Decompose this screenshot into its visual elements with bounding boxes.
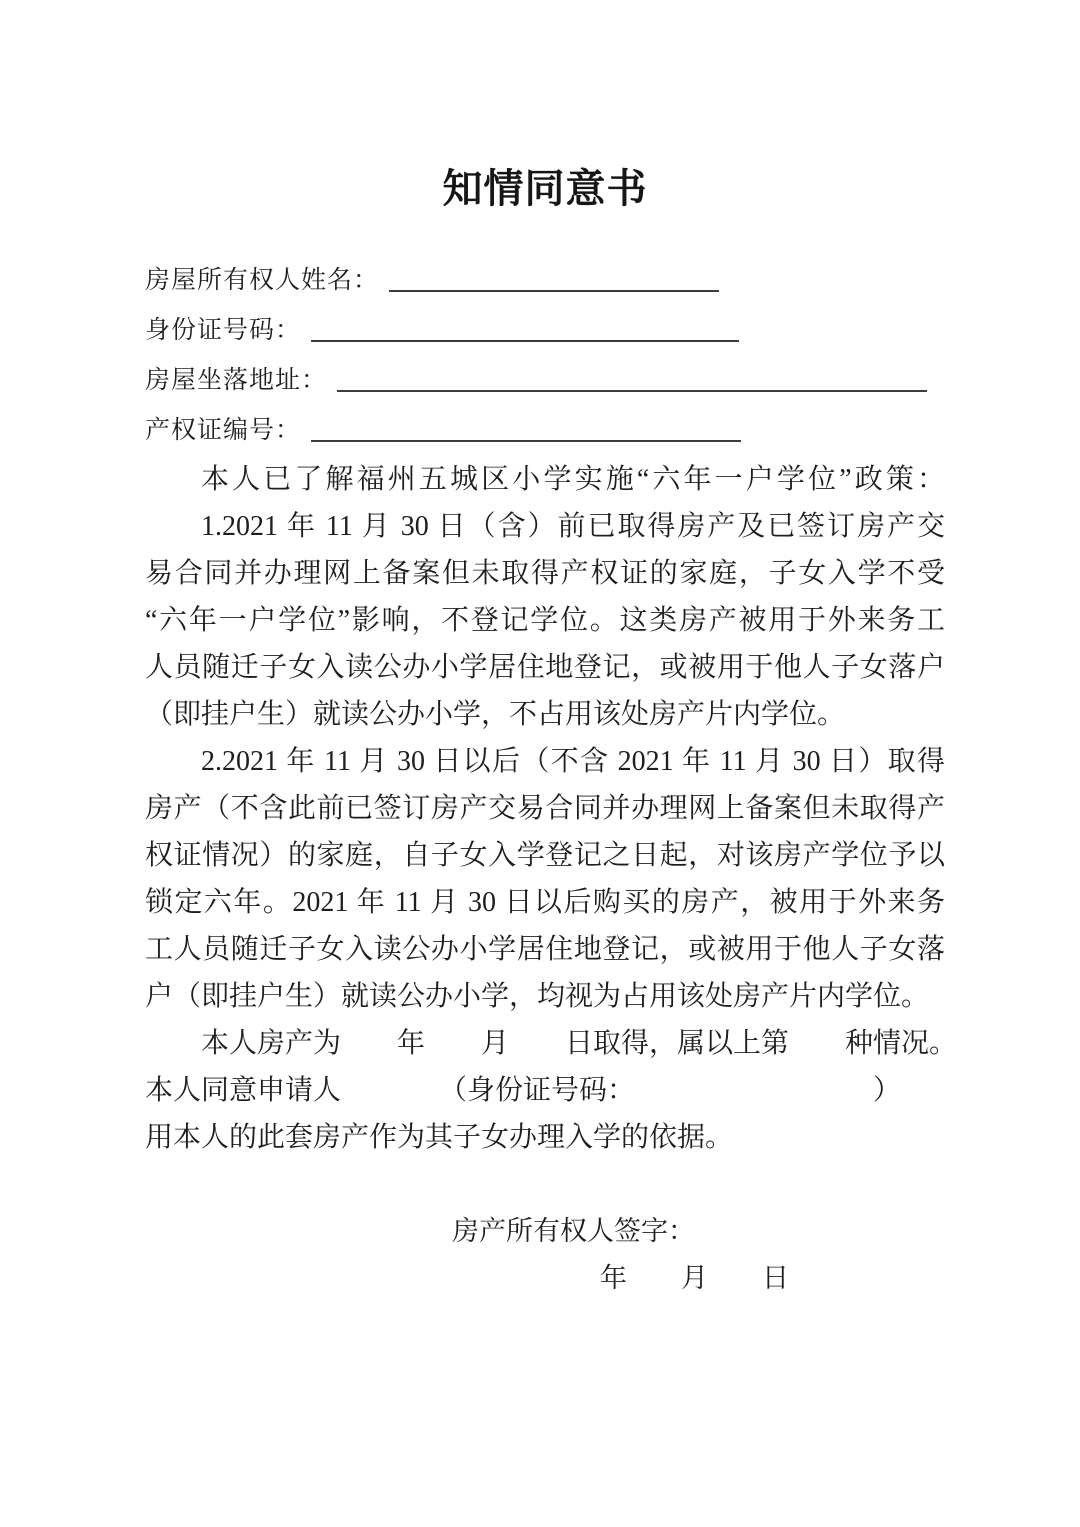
- document-content: [145, 166, 958, 1302]
- form-section: [145, 256, 945, 456]
- paragraph2-line-1: 2.2021 年 11 月 30 日以后（不含 2021 年 11 月 30 日）取得: [201, 746, 945, 777]
- form-field-id-number: [145, 306, 945, 356]
- form-field-property-cert-number: [145, 406, 945, 456]
- paragraph1-line-4: 人员随迁子女入读公办小学居住地登记，或被用于他人子女落户: [145, 652, 945, 683]
- house-address-label: 房屋坐落地址：: [145, 367, 328, 394]
- property-cert-number-label: 产权证编号：: [145, 417, 302, 444]
- paragraph2-line-6: 户（即挂户生）就读公办小学，均视为占用该处房产片内学位。: [145, 981, 930, 1012]
- paragraph1-line-1: 1.2021 年 11 月 30 日（含）前已取得房产及已签订房产交: [201, 511, 945, 542]
- closing-line-2: 本人同意申请人 （身份证号码： ）: [145, 1075, 902, 1106]
- owner-name-label: 房屋所有权人姓名：: [145, 267, 380, 294]
- paragraph1-line-5: （即挂户生）就读公办小学，不占用该处房产片内学位。: [145, 699, 846, 730]
- form-field-owner-name: [145, 256, 945, 306]
- signature-section: [145, 1208, 945, 1302]
- intro-line: 本人已了解福州五城区小学实施“六年一户学位”政策：: [201, 464, 945, 495]
- closing-line-3: 用本人的此套房产作为其子女办理入学的依据。: [145, 1122, 734, 1153]
- paragraph2-line-4: 锁定六年。2021 年 11 月 30 日以后购买的房产，被用于外来务: [145, 887, 945, 918]
- owner-name-blank: [389, 262, 719, 292]
- property-cert-number-blank: [311, 412, 741, 442]
- date-line: 年 月 日: [600, 1263, 789, 1293]
- id-number-blank: [311, 312, 739, 342]
- document-title: 知情同意书: [442, 167, 648, 211]
- form-field-house-address: [145, 356, 945, 406]
- house-address-blank: [337, 362, 927, 392]
- closing-line-1: 本人房产为 年 月 日取得，属以上第 种情况。: [201, 1028, 958, 1059]
- signature-label: 房产所有权人签字：: [452, 1216, 695, 1246]
- paragraph2-line-3: 权证情况）的家庭，自子女入学登记之日起，对该房产学位予以: [145, 840, 945, 871]
- policy-text: [145, 456, 958, 1161]
- paragraph2-line-2: 房产（不含此前已签订房产交易合同并办理网上备案但未取得产: [145, 793, 945, 824]
- id-number-label: 身份证号码：: [145, 317, 302, 344]
- paragraph1-line-3: “六年一户学位”影响，不登记学位。这类房产被用于外来务工: [145, 605, 945, 636]
- paragraph1-line-2: 易合同并办理网上备案但未取得产权证的家庭，子女入学不受: [145, 558, 945, 589]
- paragraph2-line-5: 工人员随迁子女入读公办小学居住地登记，或被用于他人子女落: [145, 934, 945, 965]
